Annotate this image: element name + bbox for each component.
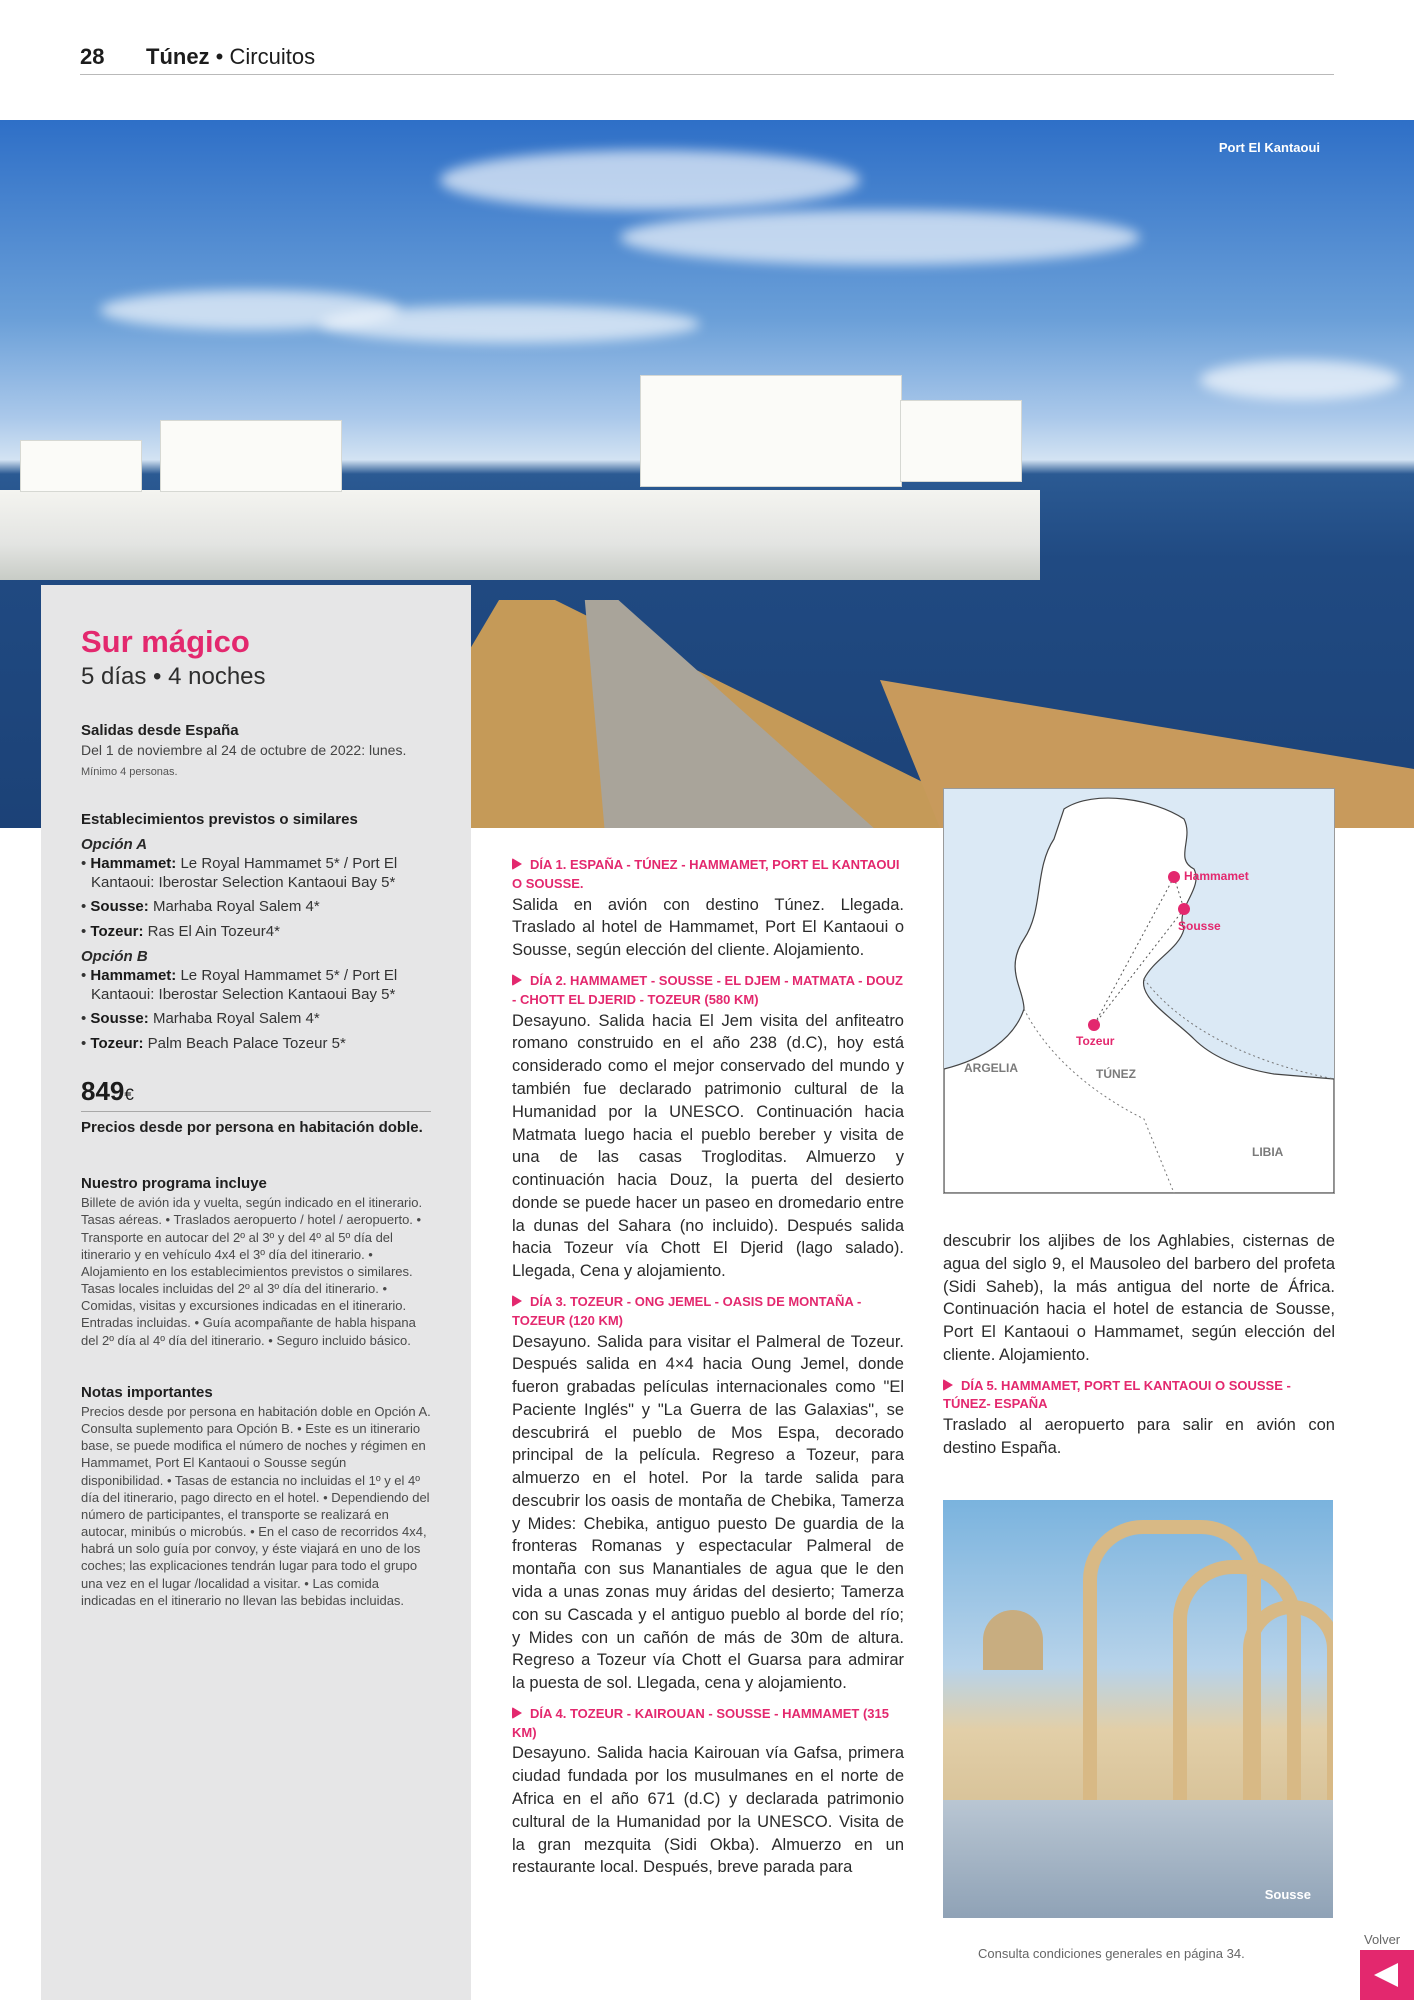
- day-2-text: Desayuno. Salida hacia El Jem visita del anfiteatro romano construido en el año 238 (d.C), hoy está considerado como el mejor conservado del mundo y también fue declarado patrimonio cultural de la Humanidad por la UNESCO. Continuación hacia Matmata luego hacia el pueblo bereber y visita de una de las casas Trogloditas. Almuerzo y continuación hacia Douz, la puerta del desierto donde se puede hacer un paseo en dromedario entre la dunas del Sahara (no incluido). Después salida hacia Tozeur vía Chott El Djerid (lago salado). Llegada, Cena y alojamiento.: [512, 1011, 904, 1281]
- back-label: Volver: [1364, 1932, 1401, 1947]
- departures-heading: Salidas desde España: [81, 722, 239, 740]
- hotel-item: • Hammamet: Le Royal Hammamet 5* / Port El Kantaoui: Iberostar Selection Kantaoui Bay 5*: [81, 966, 398, 1003]
- hotel-item: • Sousse: Marhaba Royal Salem 4*: [81, 1010, 320, 1028]
- price-value: 849: [81, 1075, 125, 1106]
- trip-duration: 5 días • 4 noches: [81, 663, 266, 691]
- map-country-libia: LIBIA: [1252, 1145, 1284, 1159]
- day-1-text: Salida en avión con destino Túnez. Llegada. Traslado al hotel de Hammamet, Port El Kantaoui o Sousse, según elección del cliente. Alojamiento.: [512, 895, 904, 960]
- trip-summary-sidebar: [41, 585, 471, 2000]
- day-3-title: DÍA 3. TOZEUR - ONG JEMEL - OASIS DE MONTAÑA - TOZEUR (120 KM): [512, 1293, 862, 1328]
- includes-heading: Nuestro programa incluye: [81, 1175, 267, 1193]
- day-3-text: Desayuno. Salida para visitar el Palmeral de Tozeur. Después salida en 4×4 hacia Oung Jemel, donde fueron grabadas películas internacionales como "El Paciente Inglés" y "La Guerra de las Galaxias", se descubrirá el pueblo de Mos Espa, decorado principal de la película. Regreso a Tozeur, para almuerzo en el hotel. Por la tarde salida para descubrir los oasis de montaña de Chebika, Tamerza y Mides: Chebika, antiguo puesto De guardia de la fronteras Romanas y espectacular Palmeral de montaña con sus Manantiales de agua que le den vida a unas zonas muy áridas del desierto; Tamerza con su Cascada y el antiguo pueblo al borde del río; y Mides con un cañón de más de 30m de altura. Regreso a Tozeur vía Chott el Guarsa para admirar la puesta de sol. Llegada, cena y alojamiento.: [512, 1332, 904, 1693]
- hotel-item: • Hammamet: Le Royal Hammamet 5* / Port El Kantaoui: Iberostar Selection Kantaoui Bay 5*: [81, 854, 398, 891]
- page-header: [80, 44, 1334, 75]
- day-5-text: Traslado al aeropuerto para salir en avión con destino España.: [943, 1416, 1335, 1458]
- back-arrow-icon: [1374, 1963, 1398, 1987]
- sousse-photo: [943, 1500, 1333, 1918]
- route-map-graphic: [944, 789, 1334, 1193]
- departures-text: Del 1 de noviembre al 24 de octubre de 2022: lunes.: [81, 742, 407, 759]
- footer-note: Consulta condiciones generales en página 34.: [978, 1946, 1245, 1961]
- day-4-title: DÍA 4. TOZEUR - KAIROUAN - SOUSSE - HAMMAMET (315 KM): [512, 1705, 889, 1740]
- hotels-heading: Establecimientos previstos o similares: [81, 810, 358, 828]
- price-currency: €: [124, 1084, 134, 1104]
- route-map: [943, 788, 1335, 1194]
- day-2-title: DÍA 2. HAMMAMET - SOUSSE - EL DJEM - MATMATA - DOUZ - CHOTT EL DJERID - TOZEUR (580 KM): [512, 972, 903, 1007]
- option-a-list: [81, 855, 431, 942]
- trip-title: Sur mágico: [81, 624, 250, 659]
- notes-heading: Notas importantes: [81, 1383, 213, 1401]
- day-1-title: DÍA 1. ESPAÑA - TÚNEZ - HAMMAMET, PORT EL KANTAOUI O SOUSSE.: [512, 857, 900, 891]
- map-city-hammamet: Hammamet: [1184, 869, 1249, 883]
- section-name: Circuitos: [229, 44, 316, 69]
- day-4-continued: descubrir los aljibes de los Aghlabies, cisternas de agua del siglo 9, el Mausoleo del barbero del profeta (Sidi Saheb), la más antigua del norte de África. Continuación hacia el hotel de estancia de Sousse, Port El Kantaoui o Hammamet, según elección del cliente. Alojamiento.: [943, 1232, 1335, 1364]
- country-name: Túnez: [146, 44, 210, 69]
- map-country-tunez: TÚNEZ: [1096, 1067, 1136, 1081]
- option-b-label: Opción B: [81, 947, 148, 965]
- price: [81, 1076, 431, 1107]
- option-a-label: Opción A: [81, 835, 148, 853]
- map-country-argelia: ARGELIA: [964, 1061, 1018, 1075]
- map-city-tozeur: Tozeur: [1076, 1034, 1115, 1048]
- map-city-sousse: Sousse: [1178, 919, 1221, 933]
- page-section-title: Túnez • Circuitos: [146, 44, 316, 69]
- sousse-photo-caption: Sousse: [1264, 1887, 1311, 1902]
- notes-text: Precios desde por persona en habitación doble en Opción A. Consulta suplemento para Opción B. • Este es un itinerario base, se puede modifica el número de noches y régimen en Hammamet, Port El Kantaoui o Sousse según disponibilidad. • Tasas de estancia no incluidas el 1º y el 4º día del itinerario, pago directo en el hotel. • Dependiendo del número de participantes, el transporte se realizará en autocar, minibús o microbús. • En el caso de recorridos 4x4, habrá un solo guía por convoy, y éste viajará en uno de los coches; las explicaciones tendrán lugar para todo el grupo una vez en el lugar /localidad a visitar. • Las comida indicadas en el itinerario no llevan las bebidas incluidas.: [81, 1403, 431, 1608]
- back-button[interactable]: [1360, 1950, 1414, 2000]
- includes-text: Billete de avión ida y vuelta, según indicado en el itinerario. Tasas aéreas. • Traslados aeropuerto / hotel / aeropuerto. • Transporte en autocar del 2º al 3º y del 4º al 5º día del itinerario y en vehículo 4x4 el 3º día del itinerario. • Alojamiento en los establecimientos previstos o similares. Tasas locales incluidas del 2º al 3º día del itinerario. • Comidas, visitas y excursiones indicadas en el itinerario. Entradas incluidas. • Guía acompañante de habla hispana del 2º día al 4º día del itinerario. • Seguro incluido básico.: [81, 1195, 423, 1348]
- itinerary-column: [512, 856, 904, 1885]
- hotel-item: • Tozeur: Ras El Ain Tozeur4*: [81, 923, 280, 941]
- hotel-item: • Tozeur: Palm Beach Palace Tozeur 5*: [81, 1035, 346, 1053]
- hotel-item: • Sousse: Marhaba Royal Salem 4*: [81, 898, 320, 916]
- price-note: Precios desde por persona en habitación doble.: [81, 1118, 423, 1136]
- day-5-title: DÍA 5. HAMMAMET, PORT EL KANTAOUI O SOUSSE - TÚNEZ- ESPAÑA: [943, 1377, 1291, 1412]
- option-b-list: [81, 967, 431, 1054]
- minimum-people: Mínimo 4 personas.: [81, 765, 178, 778]
- page-number: 28: [80, 44, 105, 69]
- hero-photo-caption: Port El Kantaoui: [1218, 140, 1320, 155]
- itinerary-column-2: [943, 1230, 1335, 1466]
- day-4-text: Desayuno. Salida hacia Kairouan vía Gafsa, primera ciudad fundada por los musulmanes en el norte de Africa en el año 671 (d.C) y declarada patrimonio cultural de la Humanidad por la UNESCO. Visita de la gran mezquita (Sidi Okba). Almuerzo en un restaurante local. Después, breve parada para: [512, 1744, 904, 1877]
